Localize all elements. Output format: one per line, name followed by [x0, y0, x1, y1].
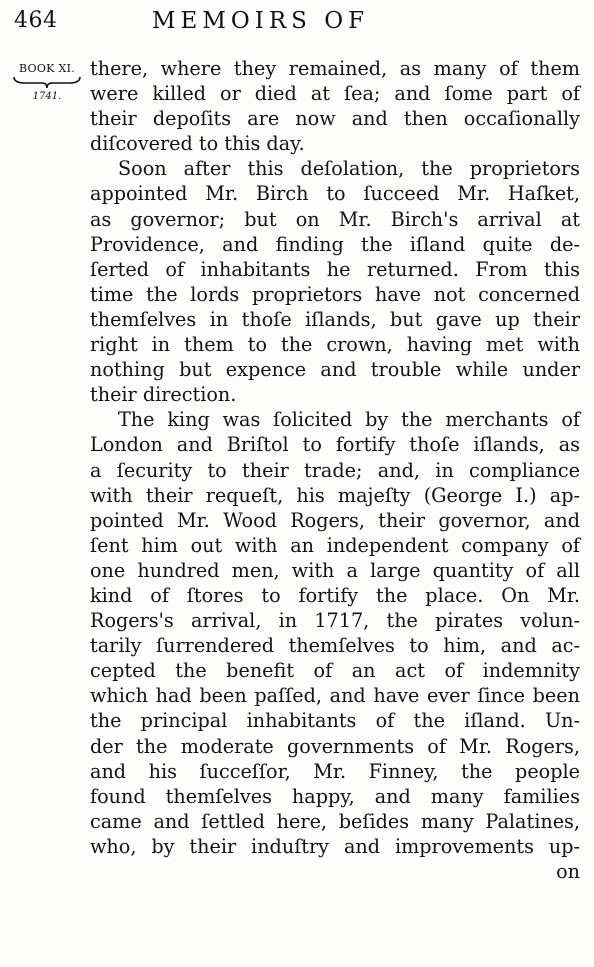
text-line: Rogers's arrival, in 1717, the pirates volun-: [90, 609, 580, 633]
text-line: The king was ſolicited by the merchants of: [118, 408, 580, 432]
text-line: London and Briſtol to fortify thoſe iſlands, as: [90, 433, 580, 457]
body-text: [90, 56, 580, 884]
text-line: themſelves in thoſe iſlands, but gave up their: [90, 307, 580, 331]
text-line: kind of ſtores to fortify the place. On Mr.: [90, 583, 580, 607]
running-head: MEMOIRS OF: [152, 8, 370, 34]
text-line: Soon after this deſolation, the proprietors: [118, 157, 580, 181]
margin-note: [8, 62, 86, 102]
text-line: the principal inhabitants of the iſland. Un-: [90, 709, 580, 733]
text-line: cepted the benefit of an act of indemnity: [90, 659, 580, 683]
margin-book-label: BOOK XI.: [18, 62, 76, 75]
text-line: time the lords proprietors have not concerned: [90, 282, 580, 306]
text-line: who, by their induſtry and improvements up-: [90, 834, 580, 858]
text-line: were killed or died at ſea; and ſome part of: [90, 82, 580, 106]
text-line: came and ſettled here, beſides many Palatines,: [90, 809, 580, 833]
text-line: tarily ſurrendered themſelves to him, and ac-: [90, 634, 580, 658]
text-line: der the moderate governments of Mr. Rogers,: [90, 734, 580, 758]
text-line: a ſecurity to their trade; and, in compliance: [90, 458, 580, 482]
text-line: nothing but expence and trouble while under: [90, 358, 580, 382]
text-line: appointed Mr. Birch to ſucceed Mr. Haſket,: [90, 182, 580, 206]
text-line: as governor; but on Mr. Birch's arrival at: [90, 207, 580, 231]
text-line: one hundred men, with a large quantity of all: [90, 558, 580, 582]
text-line: pointed Mr. Wood Rogers, their governor, and: [90, 508, 580, 532]
text-line: their depoſits are now and then occaſionally: [90, 107, 580, 131]
text-line: diſcovered to this day.: [90, 132, 305, 156]
margin-year: 1741.: [32, 91, 62, 102]
text-line: and his ſucceſſor, Mr. Finney, the people: [90, 759, 580, 783]
page-number: 464: [14, 8, 58, 33]
text-line: ſerted of inhabitants he returned. From this: [90, 257, 580, 281]
text-line: with their requeſt, his majeſty (George I.) ap-: [90, 483, 580, 507]
text-line: Providence, and finding the iſland quite de-: [90, 232, 580, 256]
brace-icon: [11, 75, 83, 89]
text-line: right in them to the crown, having met with: [90, 333, 580, 357]
text-line: there, where they remained, as many of them: [90, 57, 580, 80]
text-line: ſent him out with an independent company of: [90, 533, 580, 557]
text-line: their direction.: [90, 383, 237, 407]
text-line: found themſelves happy, and many families: [90, 784, 580, 808]
catchword: on: [556, 860, 580, 883]
text-line: which had been paſſed, and have ever ſince been: [90, 684, 580, 708]
